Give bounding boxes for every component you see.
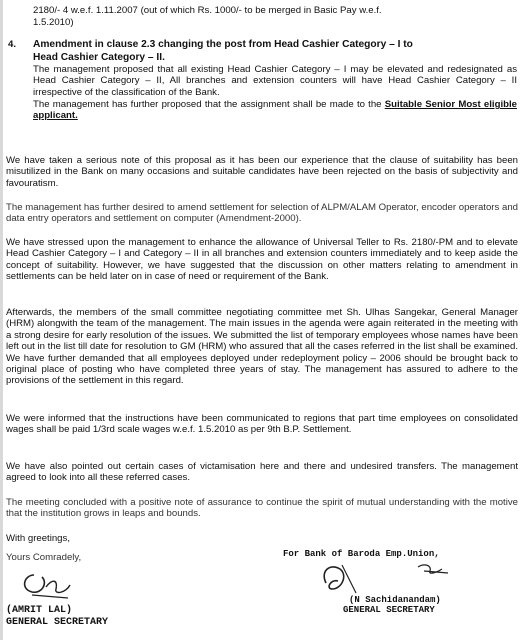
- item-heading-2: Head Cashier Category – II.: [33, 52, 165, 63]
- item-para-1: The management proposed that all existing Head Cashier Category – I may be elevated and redesignated as Head Cashier Category – II, All branches and extension counters will have Head Cashier Category – II irrespective of the classification of the Bank.: [33, 64, 517, 98]
- left-signatory-name: (AMRIT LAL): [6, 605, 73, 616]
- for-bank-label: For Bank of Baroda Emp.Union,: [283, 549, 440, 559]
- item-para-2-underlined: Suitable Senior Most eligible applicant.: [33, 99, 517, 122]
- intro-line-1: 2180/- 4 w.e.f. 1.11.2007 (out of which Rs. 1000/- to be merged in Basic Pay w.e.f.: [33, 5, 382, 16]
- item-number: 4.: [8, 39, 17, 50]
- paragraph-2: The management has further desired to amend settlement for selection of ALPM/ALAM Operator, encoder operators and data entry operators and settlement on computer (Amendment-2000).: [6, 202, 518, 225]
- item-para-2-text: The management has further proposed that the assignment shall be made to the: [33, 99, 385, 110]
- yours-comradely: Yours Comradely,: [6, 552, 82, 563]
- right-signatory-title: GENERAL SECRETARY: [343, 605, 435, 615]
- paragraph-5: We were informed that the instructions have been communicated to regions that part time employees on consolidated wages shall be paid 1/3rd scale wages w.e.f. 1.5.2010 as per 9th B.P. Settlement.: [6, 413, 518, 436]
- paragraph-4: Afterwards, the members of the small committee negotiating committee met Sh. Ulhas Sangekar, General Manager (HRM) alongwith the team of the management. The main issues in the agenda were again reiterated in the meeting with a strong desire for early resolution of the issues. We submitted the list of temporary employees whose names have been left out in the list till date for resolution to GM (HRM) who assured that all the cases referred in the list shall be examined. We have further demanded that all employees deployed under redeployment policy – 2006 should be brought back to original place of posting who have completed three years of stay. The management has assured to adhere to the provisions of the settlement in this regard.: [6, 307, 518, 387]
- paragraph-6: We have also pointed out certain cases of victamisation here and there and undesired transfers. The management agreed to look into all these referred cases.: [6, 461, 518, 484]
- paragraph-3: We have stressed upon the management to enhance the allowance of Universal Teller to Rs. 2180/-PM and to elevate Head Cashier Category – I and Category – II in all branches and extension counters immediately and to keep aside the concept of suitability. However, we have suggested that the discussion on other matters relating to amendment in settlements can be held later on in case of need or requirement of the Bank.: [6, 237, 518, 283]
- intro-line-2: 1.5.2010): [33, 17, 74, 28]
- greeting: With greetings,: [6, 533, 70, 544]
- paragraph-1: We have taken a serious note of this proposal as it has been our experience that the clause of suitability has been misutilized in the Bank on many occasions and suitable candidates have been rejected on the basis of subjectivity and favouratism.: [6, 155, 518, 189]
- item-para-2: [33, 99, 517, 122]
- left-signature: [12, 565, 92, 601]
- paragraph-7: The meeting concluded with a positive note of assurance to continue the spirit of mutual understanding with the motive that the institution grows in leaps and bounds.: [6, 497, 518, 520]
- left-signatory-title: GENERAL SECRETARY: [6, 617, 109, 628]
- scan-edge: [0, 0, 3, 640]
- right-signatory-name: (N Sachidanandam): [349, 595, 441, 605]
- right-signature: [312, 559, 462, 597]
- item-heading-1: Amendment in clause 2.3 changing the post from Head Cashier Category – I to: [33, 39, 413, 50]
